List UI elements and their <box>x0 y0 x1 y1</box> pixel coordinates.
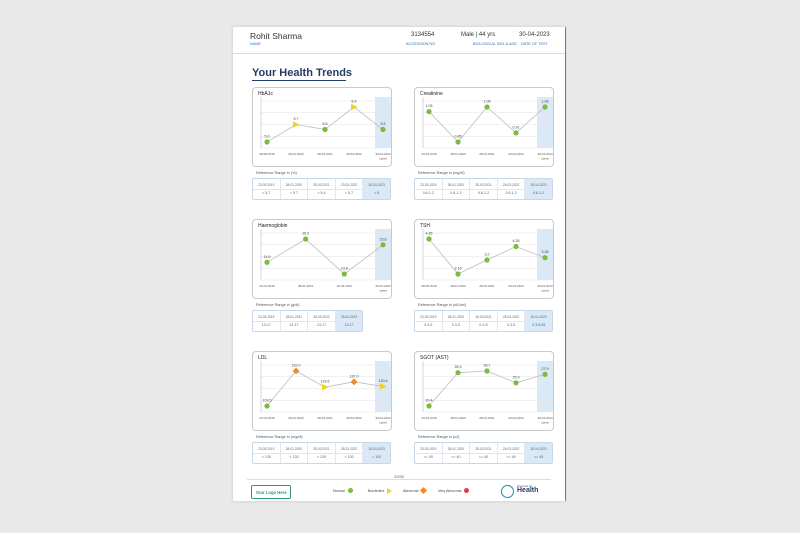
reference-range-cell <box>525 179 552 199</box>
data-point-normal <box>303 236 308 241</box>
x-tick-label: 23-03-2019 <box>421 152 437 156</box>
reference-range-date: 28-01-2020 <box>443 313 470 322</box>
reference-range-cell <box>443 179 471 199</box>
normal-dot-icon <box>348 488 353 493</box>
reference-range-cell <box>281 179 309 199</box>
legend-abnormal-label: Abnormal <box>403 488 419 493</box>
x-tick-label: 30-04-2023 <box>375 284 391 288</box>
reference-range-date: 28-04-2023 <box>525 313 552 322</box>
reference-range-value: 0.3-5.06 <box>532 323 546 327</box>
footer-divider <box>247 479 551 480</box>
data-label: 5.0 <box>264 134 270 139</box>
reference-range-cell <box>308 311 336 331</box>
powered-by-text: Powered by <box>517 484 532 488</box>
trend-title: SGOT (AST) <box>420 355 449 361</box>
reference-range-cell <box>470 443 498 463</box>
reference-range-value: 0.6-1.2 <box>533 191 545 195</box>
reference-range-date: 28-01-2020 <box>281 181 308 190</box>
data-label: 3.2 <box>484 252 490 257</box>
reference-range-table <box>414 442 553 464</box>
data-label: 27.9 <box>541 366 549 371</box>
data-label: 137.0 <box>349 374 359 379</box>
data-label: 130.6 <box>378 378 388 383</box>
legend-normal-label: Normal <box>333 488 345 493</box>
trend-chart <box>253 88 391 166</box>
trend-card-sgot-ast <box>414 351 554 431</box>
reference-range-value: 0.6-1.2 <box>477 191 490 195</box>
x-tick-label: 28-03-2021 <box>479 284 495 288</box>
reference-range-value: <= 45 <box>534 455 544 459</box>
x-tick-label: 23-03-2019 <box>421 416 437 420</box>
data-label: 1.05 <box>425 104 433 109</box>
reference-range-value: < 5.7 <box>262 191 271 195</box>
reference-range-date: 23-03-2019 <box>415 445 442 454</box>
trend-chart <box>253 220 391 298</box>
trend-card-ldl <box>252 351 392 431</box>
x-tick-label: 23-03-2019 <box>259 284 275 288</box>
reference-range-date: 23-03-2019 <box>253 313 280 322</box>
reference-range-value: < 130 <box>344 455 354 459</box>
reference-range-value: 0.3-5 <box>479 323 488 327</box>
reference-range-cell <box>415 179 443 199</box>
legend-very-abnormal-label: Very Abnormal <box>438 488 462 493</box>
data-label: 129.6 <box>320 379 330 384</box>
data-label: 15.8 <box>379 237 387 242</box>
trend-chart <box>415 88 553 166</box>
data-label: 1.08 <box>483 99 491 104</box>
data-point-normal <box>380 242 385 247</box>
x-tick-label: 28-03-2021 <box>479 152 495 156</box>
reference-range-date: 28-03-2022 <box>336 445 363 454</box>
data-point-normal <box>426 403 431 408</box>
x-tick-label: 28-01-2020 <box>450 416 466 420</box>
reference-range-value: <= 40 <box>478 455 489 459</box>
data-point-normal <box>322 127 327 132</box>
section-underline <box>252 80 346 81</box>
test-date-value: 30-04-2023 <box>519 32 550 38</box>
reference-range-value: < 130 <box>316 455 327 459</box>
x-tick-label: 20-03-2022 <box>346 416 362 420</box>
trend-card-haemoglobin <box>252 219 392 299</box>
reference-range-table <box>414 178 553 200</box>
x-tick-label: 30-04-2023 <box>537 416 553 420</box>
reference-range-table <box>414 310 553 332</box>
reference-range-table <box>252 442 391 464</box>
reference-range-value: 0.6-1.2 <box>422 191 434 195</box>
gender-age-label: BIOLOGICAL SEX & AGE <box>473 42 517 46</box>
reference-range-value: <= 40 <box>423 455 433 459</box>
x-tick-label: 30-04-2023 <box>375 416 391 420</box>
trend-title: HbA1c <box>258 91 274 97</box>
reference-range-title: Reference Range in (u/l) <box>418 435 460 439</box>
reference-range-value: 0.3-5 <box>451 323 460 327</box>
data-point-normal <box>542 104 547 109</box>
data-label: 5.5 <box>380 122 386 126</box>
reference-range-date: 23-03-2019 <box>415 181 442 190</box>
data-point-borderline <box>322 384 329 390</box>
data-label: 28.3 <box>454 365 462 370</box>
x-tick-label: 28-01-2020 <box>450 284 466 288</box>
data-label: 28.7 <box>483 363 491 368</box>
x-tick-label: 28-03-2021 <box>479 416 495 420</box>
latest-label: Latest <box>379 288 387 293</box>
trend-title: Haemoglobin <box>258 223 288 229</box>
data-label: 14.6 <box>263 254 271 259</box>
reference-range-cell <box>443 311 471 331</box>
reference-range-cell <box>308 179 336 199</box>
trend-title: TSH <box>420 223 430 229</box>
legend-normal <box>333 488 353 493</box>
report-page <box>233 27 565 501</box>
borderline-triangle-icon <box>387 488 392 494</box>
data-point-normal <box>484 104 489 109</box>
trend-title: Creatinine <box>420 91 443 97</box>
reference-range-date: 28-03-2021 <box>470 313 497 322</box>
reference-range-cell <box>498 443 526 463</box>
latest-label: Latest <box>541 420 549 425</box>
data-point-normal <box>264 260 269 265</box>
reference-range-title: Reference Range in (uIU/ml) <box>418 303 467 307</box>
reference-range-date: 28-03-2021 <box>308 181 335 190</box>
reference-range-cell <box>498 311 526 331</box>
reference-range-date: 28-03-2021 <box>308 445 335 454</box>
x-tick-label: 23-03-2019 <box>259 416 275 420</box>
data-label: 0.91 <box>512 125 520 130</box>
data-label: 16.2 <box>302 231 310 236</box>
reference-range-cell <box>443 443 471 463</box>
x-tick-label: 20-03-2022 <box>346 152 362 156</box>
x-tick-label: 28-08-2019 <box>421 284 437 288</box>
data-point-normal <box>542 255 547 260</box>
reference-range-cell <box>363 443 390 463</box>
reference-range-cell <box>336 443 364 463</box>
test-date-label: DATE OF TEST <box>521 42 548 46</box>
reference-range-value: 0.3-5 <box>424 323 433 327</box>
reference-range-date: 28-01-2020 <box>443 181 470 190</box>
reference-range-value: < 130 <box>289 455 299 459</box>
data-point-normal <box>426 109 431 114</box>
trend-card-creatinine <box>414 87 554 167</box>
reference-range-cell <box>525 311 552 331</box>
trend-chart <box>415 352 553 430</box>
reference-range-value: 13-17 <box>289 323 299 327</box>
reference-range-date: 28-03-2022 <box>498 181 525 190</box>
reference-range-cell <box>281 443 309 463</box>
reference-range-date: 28-04-2023 <box>525 181 552 190</box>
x-tick-label: 20-03-2022 <box>508 416 524 420</box>
x-tick-label: 28-08-2019 <box>259 152 275 156</box>
reference-range-date: 28-01-2021 <box>281 313 308 322</box>
reference-range-date: 28-03-2022 <box>498 313 525 322</box>
reference-range-cell <box>498 179 526 199</box>
data-label: 152.0 <box>291 363 301 368</box>
trend-chart <box>253 352 391 430</box>
data-label: 4.26 <box>512 239 520 244</box>
latest-label: Latest <box>379 156 387 161</box>
data-point-normal <box>380 127 385 132</box>
data-point-normal <box>513 380 518 385</box>
reference-range-cell <box>336 179 364 199</box>
data-label: 13.8 <box>340 266 348 271</box>
reference-range-title: Reference Range in (mg/dl) <box>418 171 465 175</box>
page-number: 20/39 <box>394 475 404 479</box>
very-abnormal-dot-icon <box>464 488 469 493</box>
brand-name: Health <box>517 487 539 494</box>
x-tick-label: 20-03-2022 <box>508 284 524 288</box>
data-label: 25.9 <box>512 375 520 380</box>
legend-very-abnormal <box>438 488 469 493</box>
data-label: 4.85 <box>425 231 433 236</box>
name-label: NAME <box>250 42 261 46</box>
data-label: 6.4 <box>351 99 357 104</box>
reference-range-value: <= 40 <box>451 455 461 459</box>
section-title: Your Health Trends <box>252 67 353 79</box>
brand-logo <box>501 483 551 499</box>
reference-range-value: < 6 <box>374 191 380 195</box>
reference-range-value: 13-17 <box>344 323 354 327</box>
reference-range-date: 23-03-2019 <box>415 313 442 322</box>
latest-label: Latest <box>379 420 387 425</box>
x-tick-label: 20-03-2022 <box>508 152 524 156</box>
reference-range-cell <box>525 443 552 463</box>
reference-range-table <box>252 178 391 200</box>
reference-range-date: 28-03-2022 <box>308 313 335 322</box>
data-label: 3.38 <box>541 250 549 255</box>
data-label: 5.5 <box>322 122 328 126</box>
reference-range-cell <box>253 311 281 331</box>
reference-range-value: 0.6-1.2 <box>450 191 462 195</box>
reference-range-cell <box>363 179 390 199</box>
data-point-abnormal <box>351 378 358 385</box>
data-point-normal <box>513 244 518 249</box>
reference-range-value: 0.6-1.2 <box>505 191 517 195</box>
abnormal-diamond-icon <box>420 487 427 494</box>
reference-range-date: 23-03-2019 <box>253 181 280 190</box>
reference-range-value: < 5.7 <box>289 191 298 195</box>
trend-title: LDL <box>258 355 268 361</box>
data-point-normal <box>484 257 489 262</box>
data-label: 2.15 <box>454 266 462 271</box>
data-label: 0.85 <box>454 134 462 139</box>
latest-label: Latest <box>541 156 549 161</box>
reference-range-title: Reference Range in (%) <box>256 171 297 175</box>
gender-age-value: Male | 44 yrs <box>461 32 496 38</box>
reference-range-cell <box>470 311 498 331</box>
reference-range-value: <= 45 <box>506 455 516 459</box>
data-label: 20.4 <box>425 398 433 403</box>
reference-range-cell <box>415 443 443 463</box>
reference-range-value: < 5.7 <box>345 191 354 195</box>
trend-card-hba1c <box>252 87 392 167</box>
reference-range-cell <box>470 179 498 199</box>
data-label: 103.5 <box>262 398 272 403</box>
data-point-normal <box>455 271 460 276</box>
reference-range-date: 23-03-2019 <box>253 445 280 454</box>
data-label: 5.7 <box>293 117 299 121</box>
reference-range-cell <box>253 443 281 463</box>
patient-header <box>233 27 565 54</box>
x-tick-label: 28-03-2021 <box>317 152 333 156</box>
data-point-normal <box>513 130 518 135</box>
logo-placeholder: Your Logo Here <box>251 485 291 499</box>
data-point-normal <box>455 370 460 375</box>
reference-range-value: < 5.4 <box>317 191 326 195</box>
x-tick-label: 20-03-2022 <box>336 284 353 288</box>
reference-range-date: 28-01-2020 <box>281 445 308 454</box>
data-point-normal <box>342 271 347 276</box>
x-tick-label: 30-04-2023 <box>375 152 391 156</box>
reference-range-value: < 100 <box>372 455 382 459</box>
legend-borderline <box>368 488 392 494</box>
data-point-normal <box>264 403 269 408</box>
x-tick-label: 30-04-2023 <box>537 152 553 156</box>
reference-range-date: 23-03-2022 <box>336 181 363 190</box>
data-point-normal <box>542 372 547 377</box>
reference-range-value: 13-17 <box>261 323 271 327</box>
data-label: 1.08 <box>541 99 549 104</box>
x-tick-label: 28-01-2020 <box>288 416 304 420</box>
x-tick-label: 28-03-2021 <box>317 416 333 420</box>
x-tick-label: 28-01-2020 <box>450 152 466 156</box>
accession-value: 3134554 <box>411 32 435 38</box>
reference-range-cell <box>281 311 309 331</box>
x-tick-label: 28-01-2020 <box>288 152 304 156</box>
data-point-borderline <box>293 121 300 127</box>
reference-range-cell <box>336 311 363 331</box>
reference-range-date: 28-04-2023 <box>336 313 363 322</box>
x-tick-label: 28-01-2021 <box>297 284 314 288</box>
latest-label: Latest <box>541 288 549 293</box>
reference-range-date: 28-04-2023 <box>525 445 552 454</box>
latest-highlight-band <box>537 229 553 280</box>
reference-range-cell <box>253 179 281 199</box>
accession-label: ACCESSION NO <box>406 42 436 46</box>
reference-range-value: 13-17 <box>316 323 327 327</box>
x-tick-label: 30-04-2023 <box>537 284 553 288</box>
reference-range-title: Reference Range in (mg/dl) <box>256 435 303 439</box>
brand-ring-icon <box>501 485 514 498</box>
reference-range-date: 28-01-2020 <box>443 445 470 454</box>
reference-range-cell <box>308 443 336 463</box>
reference-range-date: 28-04-2023 <box>363 445 390 454</box>
reference-range-table <box>252 310 363 332</box>
reference-range-date: 28-04-2023 <box>363 181 390 190</box>
trend-chart <box>415 220 553 298</box>
reference-range-date: 28-03-2021 <box>470 181 497 190</box>
data-point-normal <box>484 368 489 373</box>
legend-abnormal <box>403 488 426 493</box>
reference-range-value: 0.3-5 <box>506 323 516 327</box>
reference-range-value: < 130 <box>261 455 271 459</box>
data-point-normal <box>264 139 269 144</box>
reference-range-date: 28-03-2021 <box>470 445 497 454</box>
data-point-normal <box>455 139 460 144</box>
reference-range-date: 28-03-2022 <box>498 445 525 454</box>
reference-range-title: Reference Range in (g/dl) <box>256 303 300 307</box>
reference-range-cell <box>415 311 443 331</box>
patient-name: Rohit Sharma <box>250 31 302 41</box>
data-point-normal <box>426 236 431 241</box>
legend-borderline-label: Borderline <box>368 489 385 493</box>
trend-card-tsh <box>414 219 554 299</box>
